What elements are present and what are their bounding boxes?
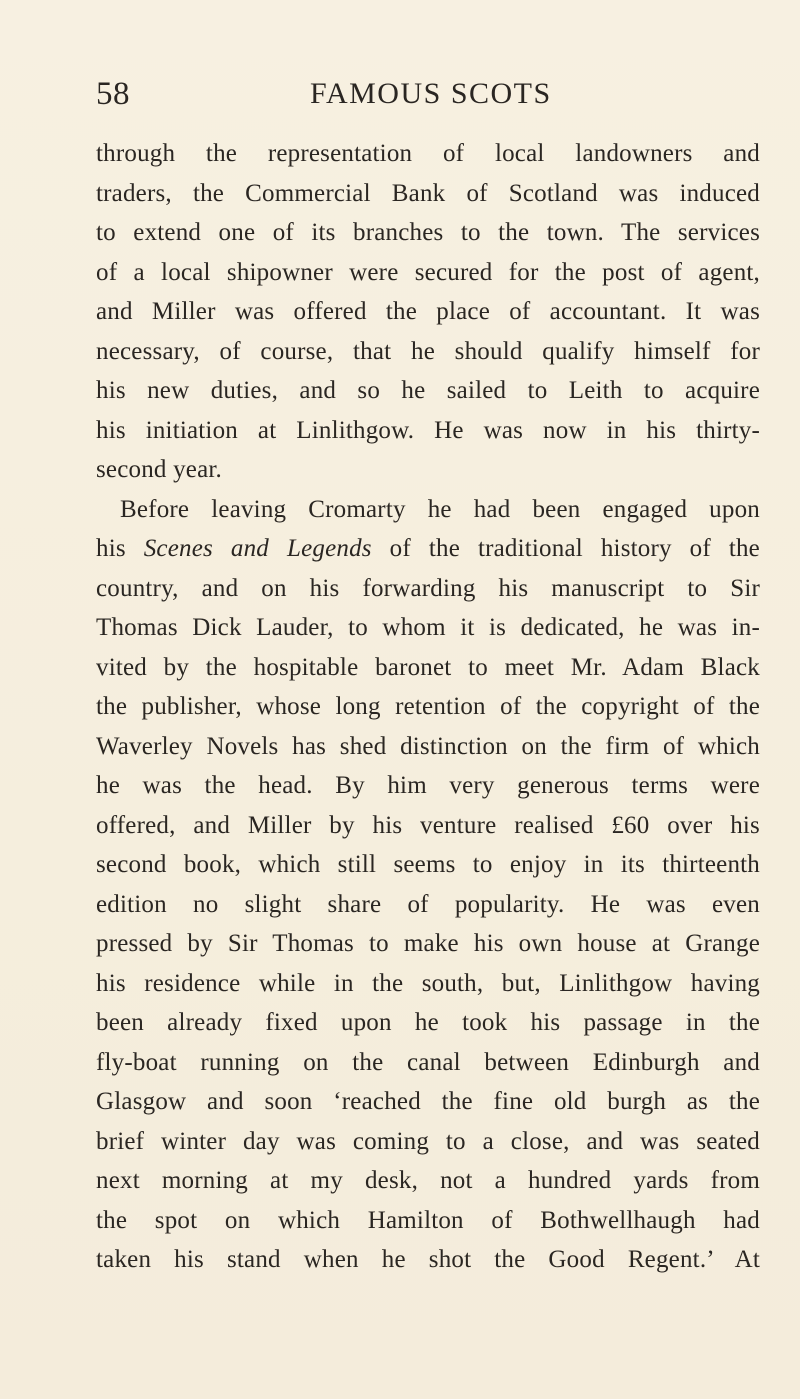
text-line: his residence while in the south, but, Linlithgow having [96, 969, 760, 997]
text-fragment: his [96, 535, 144, 562]
text-line: fly-boat running on the canal between Edinburgh and [96, 1048, 760, 1076]
text-line: country, and on his forwarding his manuscript to Sir [96, 574, 760, 602]
text-line: traders, the Commercial Bank of Scotland was induced [96, 179, 760, 207]
paragraph-2 [96, 490, 760, 1280]
text-line: to extend one of its branches to the town. The services [96, 219, 760, 246]
text-line: Glasgow and soon ‘reached the fine old burgh as the [96, 1088, 760, 1115]
page-header [96, 74, 736, 124]
running-head: FAMOUS SCOTS [310, 77, 552, 110]
paragraph-1 [96, 134, 760, 490]
text-line: his initiation at Linlithgow. He was now in his thirty- [96, 416, 760, 444]
text-line: edition no slight share of popularity. He was even [96, 890, 760, 918]
text-line: the publisher, whose long retention of the copyright of the [96, 693, 760, 720]
text-line: necessary, of course, that he should qualify himself for [96, 337, 760, 365]
page-number: 58 [96, 76, 130, 112]
text-line: and Miller was offered the place of accountant. It was [96, 298, 760, 325]
text-line: the spot on which Hamilton of Bothwellhaugh had [96, 1206, 760, 1234]
text-line: brief winter day was coming to a close, and was seated [96, 1127, 760, 1155]
text-line: through the representation of local landowners and [96, 140, 760, 167]
text-line: taken his stand when he shot the Good Regent.’ At [96, 1246, 760, 1273]
text-line: Waverley Novels has shed distinction on the firm of which [96, 732, 760, 760]
body-text [96, 134, 760, 1280]
text-line: he was the head. By him very generous terms were [96, 772, 760, 799]
text-line-with-title [96, 529, 760, 569]
book-title: Scenes and Legends [143, 535, 372, 562]
text-line: been already fixed upon he took his passage in the [96, 1009, 760, 1036]
text-line: Thomas Dick Lauder, to whom it is dedicated, he was in- [96, 614, 760, 641]
text-line: second year. [96, 456, 222, 483]
text-line: his new duties, and so he sailed to Leith to acquire [96, 377, 760, 404]
text-line: Before leaving Cromarty he had been engaged upon [120, 495, 760, 523]
text-line: of a local shipowner were secured for the post of agent, [96, 258, 760, 286]
text-fragment: of the traditional history of the [371, 535, 760, 562]
text-line: next morning at my desk, not a hundred yards from [96, 1167, 760, 1194]
text-line: pressed by Sir Thomas to make his own house at Grange [96, 930, 760, 957]
text-line: vited by the hospitable baronet to meet Mr. Adam Black [96, 653, 760, 681]
text-line: offered, and Miller by his venture realised £60 over his [96, 811, 760, 839]
text-line: second book, which still seems to enjoy in its thirteenth [96, 851, 760, 878]
